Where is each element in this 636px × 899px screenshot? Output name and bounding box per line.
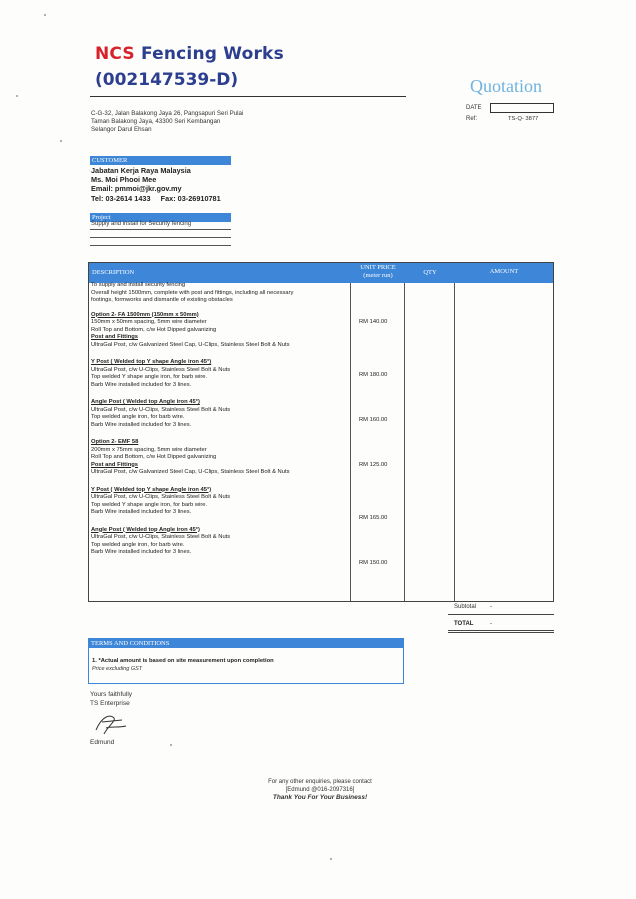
item-line: UltraGal Post, c/w Galvanized Steel Cap, U-Clips, Stainless Steel Bolt & Nuts (91, 341, 290, 348)
item-line: Top welded angle iron, for barb wire. (91, 541, 185, 548)
document-title: Quotation (470, 76, 542, 96)
customer-line: Email: pmmoi@jkr.gov.my (91, 184, 182, 194)
item-line: UltraGal Post, c/w U-Clips, Stainless Steel Bolt & Nuts (91, 366, 231, 373)
quotation-table (88, 262, 554, 602)
header-unit-price-line2: (meter run) (363, 272, 393, 279)
closing-block (90, 690, 132, 708)
total-line (448, 630, 554, 631)
item-title: Y Post ( Welded top Y shape Angle iron 45°) (91, 359, 212, 365)
scan-speck (60, 140, 62, 142)
company-registration: (002147539-D) (95, 70, 239, 90)
item-line: Top welded Y shape angle iron, for barb wire. (91, 501, 208, 508)
column-divider (404, 283, 405, 601)
footer (240, 778, 400, 802)
header-qty: QTY (423, 269, 437, 276)
item-angle-post-2 (91, 527, 349, 557)
item-angle-post-1 (91, 399, 349, 429)
customer-line: Ms. Moi Phooi Mee (91, 175, 157, 185)
item-y-post-1 (91, 359, 349, 389)
column-divider (454, 283, 455, 601)
column-divider (350, 283, 351, 601)
item-line: UltraGal Post, c/w U-Clips, Stainless Steel Bolt & Nuts (91, 494, 231, 500)
company-address (91, 110, 243, 134)
item-option-fa (91, 312, 349, 350)
ref-value: TS-Q- 3877 (508, 116, 539, 122)
item-line: Barb Wire installed included for 3 lines. (91, 421, 192, 428)
address-line: C-G-32, Jalan Balakong Jaya 26, Pangsapuri Seri Pulai (91, 110, 244, 117)
terms-line-2: Price excluding GST (92, 666, 143, 672)
customer-details (91, 166, 221, 203)
company-name-prefix: NCS (95, 44, 135, 64)
item-option-emf (91, 439, 349, 477)
scan-speck (16, 95, 18, 97)
subtotal-label: Subtotal (454, 604, 477, 610)
scan-speck (330, 858, 332, 860)
project-underline (90, 237, 231, 238)
item-title: Angle Post ( Welded top Angle iron 45°) (91, 399, 200, 405)
date-field (490, 103, 554, 113)
subtotal-line (448, 614, 554, 615)
item-line: Barb Wire installed included for 3 lines. (91, 509, 192, 515)
intro-line: To supply and install security fencing (91, 282, 186, 288)
project-underline (90, 229, 231, 230)
header-amount: AMOUNT (489, 268, 519, 275)
table-header (89, 263, 553, 283)
item-line: 200mm x 75mm spacing, 5mm wire diameter (91, 446, 207, 453)
company-name-rest: Fencing Works (141, 44, 284, 64)
total-value: - (490, 621, 492, 627)
footer-thanks: Thank You For Your Business! (272, 794, 368, 801)
item-y-post-2 (91, 487, 349, 517)
item-line: UltraGal Post, c/w Galvanized Steel Cap, U-Clips, Stainless Steel Bolt & Nuts (91, 469, 290, 475)
unit-price: RM 165.00 (359, 515, 388, 521)
customer-line: Jabatan Kerja Raya Malaysia (91, 166, 191, 175)
project-text: Supply and install for Security fencing (91, 221, 192, 227)
signature-icon (92, 712, 132, 738)
customer-header: CUSTOMER (90, 156, 231, 165)
item-line: UltraGal Post, c/w U-Clips, Stainless Steel Bolt & Nuts (91, 406, 231, 413)
scan-speck (170, 744, 172, 746)
unit-price: RM 150.00 (359, 560, 388, 566)
item-line: Top welded Y shape angle iron, for barb wire. (91, 374, 208, 380)
ref-label: Ref: (466, 116, 478, 122)
terms-box (88, 638, 404, 684)
address-line: Taman Balakong Jaya, 43300 Seri Kembangan (91, 118, 221, 125)
header-description: DESCRIPTION (92, 269, 135, 276)
item-line: Barb Wire installed included for 3 lines. (91, 381, 192, 388)
project-header: Project (90, 213, 231, 222)
header-divider (90, 96, 406, 97)
item-line: Roll Top and Bottom, c/w Hot Dipped galvanizing (91, 326, 217, 333)
item-line: UltraGal Post, c/w U-Clips, Stainless Steel Bolt & Nuts (91, 534, 231, 540)
total-label: TOTAL (454, 621, 474, 627)
project-underline (90, 245, 231, 246)
subtotal-value: - (490, 604, 492, 610)
terms-line-1: 1. *Actual amount is based on site measurement upon completion (92, 658, 274, 664)
company-name (95, 44, 284, 64)
customer-line: Tel: 03-2614 1433 Fax: 03-26910781 (91, 193, 221, 203)
item-title: Option 2- EMF 58 (91, 439, 139, 445)
item-line: Roll Top and Bottom, c/w Hot Dipped galvanizing (91, 454, 217, 460)
header-unit-price-line1: UNIT PRICE (360, 264, 396, 271)
description-column (91, 282, 349, 557)
footer-line: For any other enquiries, please contact (268, 779, 372, 785)
unit-price: RM 160.00 (359, 417, 388, 423)
item-line: 150mm x 50mm spacing, 5mm wire diameter (91, 319, 207, 325)
unit-price: RM 125.00 (359, 462, 388, 468)
closing-line: TS Enterprise (90, 700, 130, 707)
item-line: Barb Wire installed included for 3 lines. (91, 549, 192, 555)
item-subtitle: Post and Fittings (91, 334, 139, 340)
scan-speck (44, 14, 46, 16)
item-title: Angle Post ( Welded top Angle iron 45°) (91, 526, 200, 533)
total-double-line (448, 632, 554, 633)
signer-name: Edmund (90, 739, 115, 746)
header-unit-price (351, 264, 405, 280)
intro-line: footings, formworks and dismantle of existing obstacles (91, 297, 233, 303)
item-line: Top welded angle iron, for barb wire. (91, 414, 185, 420)
item-title: Y Post ( Welded top Y shape Angle iron 45°) (91, 486, 212, 493)
unit-price: RM 180.00 (359, 372, 388, 378)
item-title: Option 2- FA 1500mm (150mm x 50mm) (91, 311, 199, 318)
item-subtitle: Post and Fittings (91, 461, 139, 468)
footer-line: [Edmund @016-2097316] (285, 787, 355, 793)
terms-header: TERMS AND CONDITIONS (89, 639, 403, 648)
intro-line: Overall height 1500mm, complete with post and fittings, including all necessary (91, 289, 294, 296)
closing-line: Yours faithfully (90, 691, 133, 698)
date-label: DATE (466, 105, 482, 111)
address-line: Selangor Darul Ehsan (91, 126, 152, 133)
unit-price: RM 140.00 (359, 319, 388, 325)
